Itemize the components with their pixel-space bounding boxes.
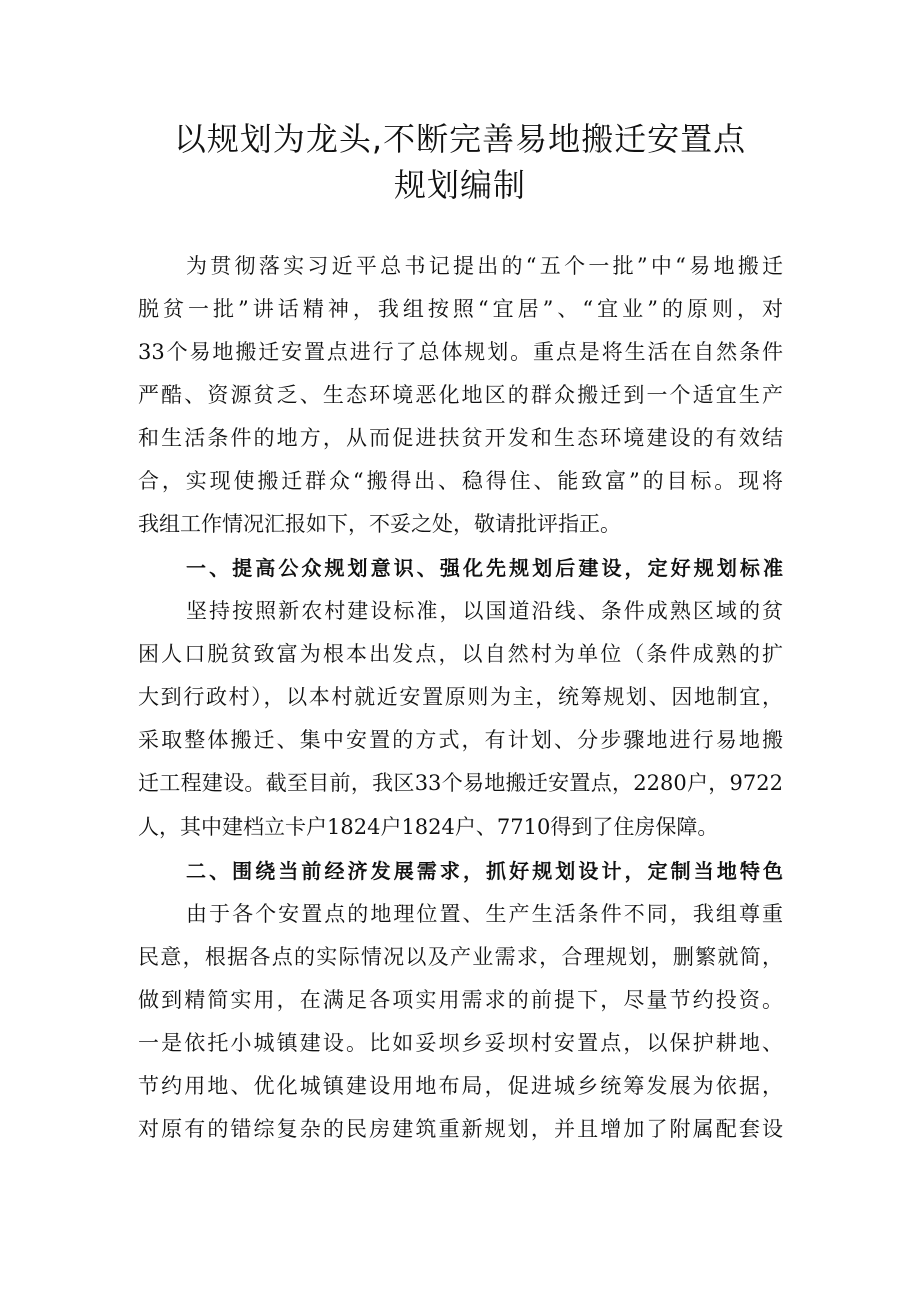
document-title-line-1: 以规划为龙头,不断完善易地搬迁安置点 bbox=[173, 120, 747, 158]
paragraph-line: 为贯彻落实习近平总书记提出的“五个一批”中“易地搬迁 bbox=[186, 254, 783, 278]
paragraph-line: 对原有的错综复杂的民房建筑重新规划，并且增加了附属配套设 bbox=[138, 1117, 783, 1141]
document-title-line-2: 规划编制 bbox=[393, 166, 526, 204]
paragraph-line: 合，实现使搬迁群众“搬得出、稳得住、能致富”的目标。现将 bbox=[138, 469, 783, 493]
paragraph-line: 我组工作情况汇报如下，不妥之处，敬请批评指正。 bbox=[138, 512, 621, 536]
paragraph-line: 人，其中建档立卡户1824户1824户、7710得到了住房保障。 bbox=[138, 815, 719, 839]
section-heading-2: 二、围绕当前经济发展需求，抓好规划设计，定制当地特色 bbox=[186, 859, 783, 883]
paragraph-line: 严酷、资源贫乏、生态环境恶化地区的群众搬迁到一个适宜生产 bbox=[138, 383, 783, 407]
paragraph-line: 民意，根据各点的实际情况以及产业需求，合理规划，删繁就简， bbox=[138, 945, 783, 969]
paragraph-line: 和生活条件的地方，从而促进扶贫开发和生态环境建设的有效结 bbox=[138, 426, 783, 450]
paragraph-line: 脱贫一批”讲话精神，我组按照“宜居”、“宜业”的原则，对 bbox=[138, 297, 783, 321]
section-heading-1: 一、提高公众规划意识、强化先规划后建设，定好规划标准 bbox=[186, 556, 783, 580]
paragraph-line: 困人口脱贫致富为根本出发点，以自然村为单位（条件成熟的扩 bbox=[138, 642, 783, 666]
paragraph-line: 由于各个安置点的地理位置、生产生活条件不同，我组尊重 bbox=[186, 902, 783, 926]
paragraph-line: 做到精简实用，在满足各项实用需求的前提下，尽量节约投资。 bbox=[138, 988, 783, 1012]
paragraph-line: 一是依托小城镇建设。比如妥坝乡妥坝村安置点，以保护耕地、 bbox=[138, 1031, 783, 1055]
paragraph-line: 采取整体搬迁、集中安置的方式，有计划、分步骤地进行易地搬 bbox=[138, 728, 783, 752]
paragraph-line: 迁工程建设。截至目前，我区33个易地搬迁安置点，2280户，9722 bbox=[138, 771, 783, 795]
paragraph-line: 33个易地搬迁安置点进行了总体规划。重点是将生活在自然条件 bbox=[138, 340, 783, 364]
paragraph-line: 大到行政村），以本村就近安置原则为主，统筹规划、因地制宜， bbox=[138, 685, 783, 709]
paragraph-line: 坚持按照新农村建设标准，以国道沿线、条件成熟区域的贫 bbox=[186, 599, 783, 623]
paragraph-line: 节约用地、优化城镇建设用地布局，促进城乡统筹发展为依据， bbox=[138, 1074, 783, 1098]
